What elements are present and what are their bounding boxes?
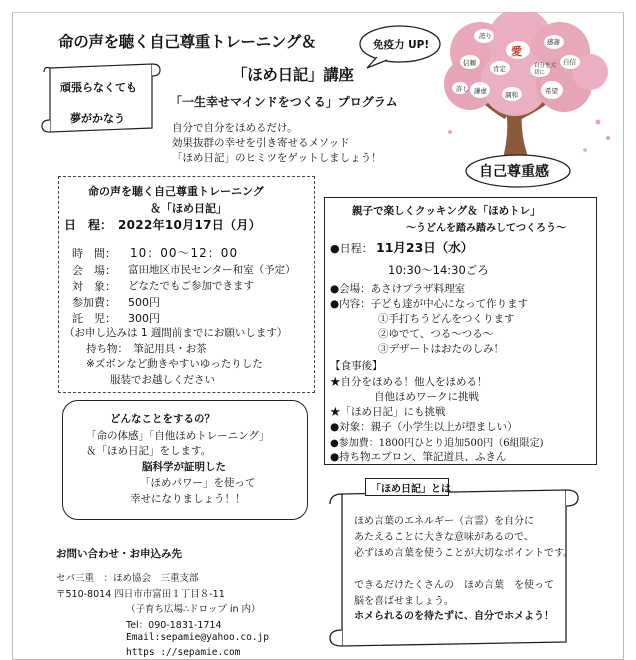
tree-label: 自己尊重感 bbox=[479, 164, 549, 180]
what-we-do-line-1: 「命の体感」「自他ほめトレーニング」 bbox=[86, 430, 270, 442]
what-we-do-line-4: 「ほめパワー」を使って bbox=[140, 477, 256, 489]
what-we-do-line-3: 脳科学が証明した bbox=[142, 461, 226, 473]
homenikki-line-3: 必ずほめ言葉を使うことが大切なポイントです。 bbox=[354, 548, 574, 559]
main-title-line2: 「ほめ日記」講座 bbox=[232, 66, 354, 84]
course-fee-label: 参加費： bbox=[72, 296, 116, 309]
bubble-text: 免疫力 UP! bbox=[373, 39, 430, 51]
tree-word-7: 自分を大切に bbox=[534, 63, 557, 76]
course-venue-label: 会 場： bbox=[72, 264, 116, 277]
contact-email[interactable]: Email:sepamie@yahoo.co.jp bbox=[126, 632, 269, 643]
program-subtitle: 「一生幸せマインドをつくる」プログラム bbox=[170, 95, 398, 109]
cooking-step-1: ①手打ちうどんをつくります bbox=[378, 313, 515, 325]
cooking-heading-2: ～うどんを踏み踏みしてつくろう～ bbox=[406, 223, 566, 234]
tree-word-9: 調和 bbox=[505, 91, 518, 99]
homenikki-line-5: できるだけたくさんの ほめ言葉 を使って bbox=[354, 580, 554, 591]
scroll-left-line1: 頑張らなくても bbox=[60, 81, 137, 94]
contact-heading: お問い合わせ・お申込み先 bbox=[56, 548, 182, 560]
course-date-value: 2022年10月17日（月） bbox=[118, 218, 261, 232]
cooking-step-3: ③デザートはおたのしみ！ bbox=[378, 343, 504, 355]
main-title-line1: 命の声を聴く自己尊重トレーニング＆ bbox=[58, 33, 317, 51]
course-heading-2: ＆「ほめ日記」 bbox=[150, 202, 227, 215]
tree-word-3: 感謝 bbox=[547, 38, 560, 46]
course-childcare-value: 300円 bbox=[128, 312, 160, 325]
tree-word-4: 信頼 bbox=[463, 59, 476, 67]
cooking-fee: ●参加費：1800円ひとり追加500円（6組限定) bbox=[330, 438, 544, 449]
intro-line-2: 効果抜群の幸せを引き寄せるメソッド bbox=[172, 137, 350, 149]
homenikki-line-1: ほめ言葉のエネルギー（言霊）を自分に bbox=[354, 516, 534, 527]
cooking-heading-1: 親子で楽しくクッキング＆「ほめトレ」 bbox=[352, 205, 541, 217]
course-target-value: どなたでもご参加できます bbox=[128, 280, 254, 292]
contact-org: セパ三重 ：ほめ協会 三重支部 bbox=[56, 573, 199, 584]
tree-word-1: 誇り bbox=[479, 32, 492, 40]
contact-tel: Tel：090-1831-1714 bbox=[126, 620, 222, 631]
cooking-praise-2: 自他ほめワークに挑戦 bbox=[374, 391, 479, 403]
cooking-time: 10:30～14:30ごろ bbox=[388, 263, 489, 277]
course-fee-value: 500円 bbox=[128, 296, 160, 309]
intro-line-3: 「ほめ日記」のヒミツをゲットしましょう！ bbox=[172, 152, 382, 164]
course-time-value: 10：00～12：00 bbox=[130, 246, 239, 260]
contact-url[interactable]: https ://sepamie.com bbox=[126, 647, 241, 658]
contact-address-2: （子育ち広場∴ドロップ in 内） bbox=[126, 604, 261, 615]
course-date-label: 日 程： bbox=[64, 218, 113, 232]
tree-word-10: 希望 bbox=[545, 87, 558, 95]
course-apply-note: （お申し込みは 1 週間前までにお願いします） bbox=[64, 327, 288, 339]
tree-word-5: 自信 bbox=[563, 58, 576, 66]
homenikki-line-2: あたえることに大きな意味があるので、 bbox=[354, 532, 534, 543]
cooking-target: ●対象：親子（小学生以上が望ましい） bbox=[330, 421, 518, 433]
course-childcare-label: 託 児： bbox=[72, 312, 116, 325]
cooking-content: ●内容：子ども達が中心になって作ります bbox=[330, 298, 529, 310]
what-we-do-question: どんなことをするの？ bbox=[110, 413, 215, 425]
course-dress-2: 服装でお越しください bbox=[110, 374, 215, 386]
homenikki-scroll bbox=[320, 474, 586, 656]
course-venue-value: 富田地区市民センター和室（予定） bbox=[128, 264, 296, 276]
cooking-praise-1: ★自分をほめる！他人をほめる！ bbox=[330, 376, 488, 388]
tree-word-8: 許し bbox=[456, 85, 469, 93]
course-time-label: 時 間： bbox=[72, 247, 116, 260]
cooking-date-label: ●日程： bbox=[330, 242, 373, 255]
cooking-date-value: 11月23日（水） bbox=[376, 240, 474, 255]
contact-address: 〒510-8014 四日市市富田１丁目８-11 bbox=[56, 589, 225, 600]
tree-word-2: 愛 bbox=[511, 45, 522, 58]
course-heading-1: 命の声を聴く自己尊重トレーニング bbox=[88, 185, 264, 198]
homenikki-line-6: 脳を喜ばせましょう。 bbox=[354, 596, 454, 607]
intro-line-1: 自分で自分をほめるだけ。 bbox=[172, 122, 298, 134]
what-we-do-line-2: ＆「ほめ日記」をします。 bbox=[86, 445, 212, 457]
course-dress-1: ※ズボンなど動きやすいゆったりした bbox=[86, 358, 263, 370]
cooking-diary: ★「ほめ日記」にも挑戦 bbox=[330, 406, 446, 418]
course-bring: 持ち物： 筆記用具・お茶 bbox=[86, 343, 207, 355]
tree-word-11: 謙虚 bbox=[474, 87, 487, 95]
tree-word-6: 肯定 bbox=[493, 65, 506, 73]
cooking-venue: ●会場：あさけプラザ料理室 bbox=[330, 283, 466, 295]
scroll-banner-left bbox=[40, 58, 162, 142]
what-we-do-line-5: 幸せになりましょう！！ bbox=[130, 493, 246, 505]
scroll-left-line2: 夢がかなう bbox=[70, 112, 125, 125]
cooking-after-meal: 【食事後】 bbox=[330, 360, 383, 372]
homenikki-title: 「ほめ日記」とは bbox=[371, 484, 451, 495]
cooking-step-2: ②ゆでて、つる～つる～ bbox=[378, 328, 494, 340]
cooking-items: ●持ち物エプロン、筆記道具、ふきん bbox=[330, 451, 507, 463]
course-target-label: 対 象： bbox=[72, 280, 116, 293]
homenikki-line-7: ホメられるのを待たずに、自分でホメよう！ bbox=[354, 611, 554, 622]
